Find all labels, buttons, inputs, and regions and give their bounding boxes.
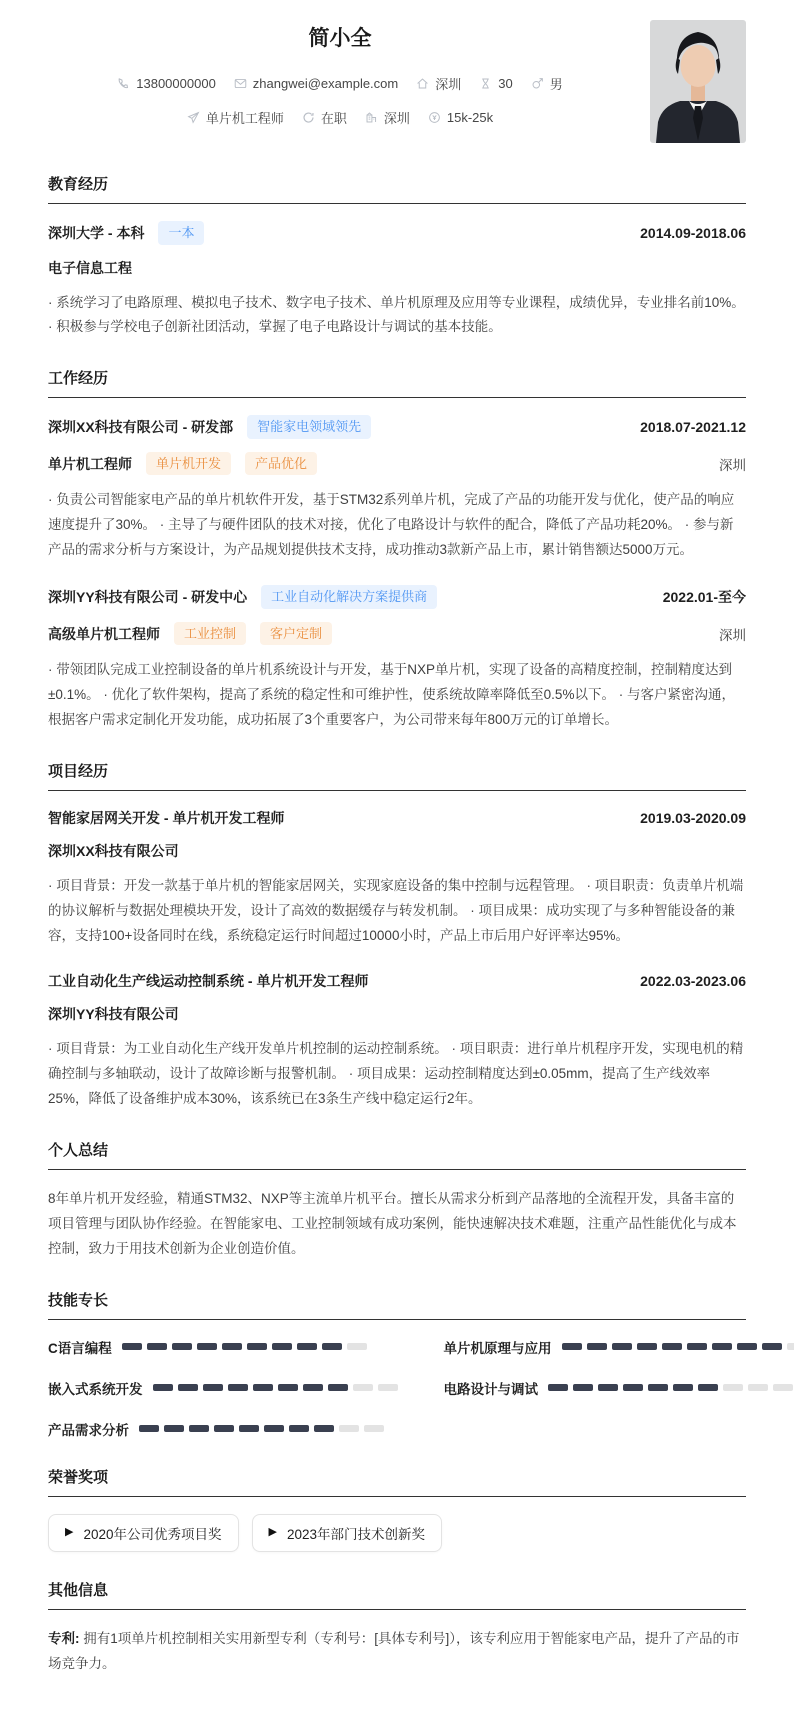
skill-label: 产品需求分析 (48, 1419, 129, 1439)
honor-badge (48, 1514, 239, 1552)
contact-city (365, 108, 410, 127)
phone-text: 13800000000 (136, 76, 216, 91)
work-heading: 工作经历 (48, 367, 746, 398)
contact-age (479, 76, 512, 91)
contact-job-intention (187, 108, 284, 127)
section-honors (48, 1466, 746, 1552)
summary-heading: 个人总结 (48, 1139, 746, 1170)
project-title: 智能家居网关开发 - 单片机开发工程师 (48, 808, 284, 828)
skill-row (48, 1337, 398, 1357)
project-entry (48, 808, 746, 949)
project-entry (48, 971, 746, 1112)
work-date: 2018.07-2021.12 (640, 419, 746, 435)
patent-line (48, 1627, 746, 1677)
section-work (48, 367, 746, 733)
candidate-name: 简小全 (48, 22, 632, 52)
phone-icon (117, 77, 130, 90)
major-name: 电子信息工程 (48, 258, 132, 278)
resume-header (48, 20, 746, 173)
job-tag: 客户定制 (260, 622, 332, 646)
skill-label: 电路设计与调试 (444, 1378, 539, 1398)
location-text: 深圳 (435, 74, 461, 93)
honor-text: 2020年公司优秀项目奖 (83, 1523, 221, 1543)
patent-label: 专利: (48, 1631, 80, 1646)
contact-location (416, 74, 461, 93)
work-detail: · 带领团队完成工业控制设备的单片机系统设计与开发，基于NXP单片机，实现了设备的高精度控制，控制精度达到±0.1%。 · 优化了软件架构，提高了系统的稳定性和可维护性，使系统故障率降低至0.5%以下。 · 与客户紧密沟通，根据客户需求定制化开发功能，成功拓展了3个重要客户，为公司带来每年800万元的订单增长。 (48, 658, 746, 733)
skills-grid (48, 1337, 746, 1439)
gender-text: 男 (550, 74, 563, 93)
skill-label: 嵌入式系统开发 (48, 1378, 143, 1398)
contact-status (302, 108, 347, 127)
section-education (48, 173, 746, 340)
skill-label: C语言编程 (48, 1337, 112, 1357)
salary-icon (428, 111, 441, 124)
home-icon (416, 77, 429, 90)
email-icon (234, 77, 247, 90)
job-tag: 工业控制 (174, 622, 246, 646)
age-icon (479, 77, 492, 90)
summary-text: 8年单片机开发经验，精通STM32、NXP等主流单片机平台。擅长从需求分析到产品落地的全流程开发，具备丰富的项目管理与团队协作经验。在智能家电、工业控制领域有成功案例，能快速解决技术难题，注重产品性能优化与成本控制，致力于用技术创新为企业创造价值。 (48, 1187, 746, 1262)
section-other (48, 1579, 746, 1677)
skill-label: 单片机原理与应用 (444, 1337, 552, 1357)
skill-bar (139, 1425, 384, 1432)
candidate-photo (650, 20, 746, 143)
skill-bar (562, 1343, 794, 1350)
play-icon: ▶ (65, 1527, 73, 1538)
projects-heading: 项目经历 (48, 760, 746, 791)
work-entry (48, 415, 746, 563)
company-tag: 智能家电领域领先 (247, 415, 371, 439)
contact-email (234, 76, 398, 91)
skill-row (444, 1378, 794, 1398)
play-icon: ▶ (269, 1527, 277, 1538)
patent-text: 拥有1项单片机控制相关实用新型专利（专利号：[具体专利号]），该专利应用于智能家电产品，提升了产品的市场竞争力。 (48, 1631, 740, 1671)
age-text: 30 (498, 76, 512, 91)
project-date: 2019.03-2020.09 (640, 810, 746, 826)
work-entry (48, 585, 746, 733)
honor-badges (48, 1514, 746, 1552)
company-tag: 工业自动化解决方案提供商 (261, 585, 437, 609)
work-date: 2022.01-至今 (663, 587, 746, 607)
email-text: zhangwei@example.com (253, 76, 398, 91)
project-detail: · 项目背景：开发一款基于单片机的智能家居网关，实现家庭设备的集中控制与远程管理。 · 项目职责：负责单片机端的协议解析与数据处理模块开发，设计了高效的数据缓存与转发机制。 · 项目成果：成功实现了与多种智能设备的兼容，支持100+设备同时在线，系统稳定运行时间超过10000小时，产品上市后用户好评率达95%。 (48, 874, 746, 949)
company-name: 深圳XX科技有限公司 - 研发部 (48, 417, 233, 437)
project-company: 深圳XX科技有限公司 (48, 841, 179, 861)
education-date: 2014.09-2018.06 (640, 225, 746, 241)
job-tag: 产品优化 (245, 452, 317, 476)
skill-bar (548, 1384, 793, 1391)
honor-text: 2023年部门技术创新奖 (287, 1523, 425, 1543)
skill-row (444, 1337, 794, 1357)
honor-badge (252, 1514, 443, 1552)
project-title: 工业自动化生产线运动控制系统 - 单片机开发工程师 (48, 971, 368, 991)
job-intention-text: 单片机工程师 (206, 108, 284, 127)
section-projects (48, 760, 746, 1112)
work-detail: · 负责公司智能家电产品的单片机软件开发，基于STM32系列单片机，完成了产品的功能开发与优化，使产品的响应速度提升了30%。 · 主导了与硬件团队的技术对接，优化了电路设计与软件的配合，降低了产品功耗20%。 · 参与新产品的需求分析与方案设计，为产品规划提供技术支持，成功推动3款新产品上市，累计销售额达5000万元。 (48, 488, 746, 563)
contact-salary (428, 110, 493, 125)
other-heading: 其他信息 (48, 1579, 746, 1610)
company-name: 深圳YY科技有限公司 - 研发中心 (48, 587, 247, 607)
education-detail: · 系统学习了电路原理、模拟电子技术、数字电子技术、单片机原理及应用等专业课程，成绩优异，专业排名前10%。 · 积极参与学校电子创新社团活动，掌握了电子电路设计与调试的基本技能。 (48, 291, 746, 341)
contact-row-1 (48, 74, 632, 93)
project-detail: · 项目背景：为工业自动化生产线开发单片机控制的运动控制系统。 · 项目职责：进行单片机程序开发，实现电机的精确控制与多轴联动，设计了故障诊断与报警机制。 · 项目成果：运动控制精度达到±0.05mm，提高了生产线效率25%，降低了设备维护成本30%，该系统已在3条生产线中稳定运行2年。 (48, 1037, 746, 1112)
honors-heading: 荣誉奖项 (48, 1466, 746, 1497)
work-location: 深圳 (719, 454, 746, 474)
work-location: 深圳 (719, 624, 746, 644)
section-summary (48, 1139, 746, 1262)
status-icon (302, 111, 315, 124)
school-tag: 一本 (158, 221, 204, 245)
skills-heading: 技能专长 (48, 1289, 746, 1320)
skill-bar (122, 1343, 367, 1350)
contact-gender (531, 74, 563, 93)
project-company: 深圳YY科技有限公司 (48, 1004, 179, 1024)
job-icon (187, 111, 200, 124)
contact-phone (117, 76, 216, 91)
city-text: 深圳 (384, 108, 410, 127)
section-skills (48, 1289, 746, 1439)
contact-row-2 (48, 108, 632, 127)
skill-row (48, 1378, 398, 1398)
salary-text: 15k-25k (447, 110, 493, 125)
skill-row (48, 1419, 398, 1439)
city-icon (365, 111, 378, 124)
job-title: 单片机工程师 (48, 454, 132, 474)
skill-bar (153, 1384, 398, 1391)
status-text: 在职 (321, 108, 347, 127)
education-heading: 教育经历 (48, 173, 746, 204)
project-date: 2022.03-2023.06 (640, 973, 746, 989)
header-main (48, 20, 632, 142)
job-tag: 单片机开发 (146, 452, 231, 476)
school-name: 深圳大学 - 本科 (48, 223, 144, 243)
job-title: 高级单片机工程师 (48, 624, 160, 644)
gender-icon (531, 77, 544, 90)
